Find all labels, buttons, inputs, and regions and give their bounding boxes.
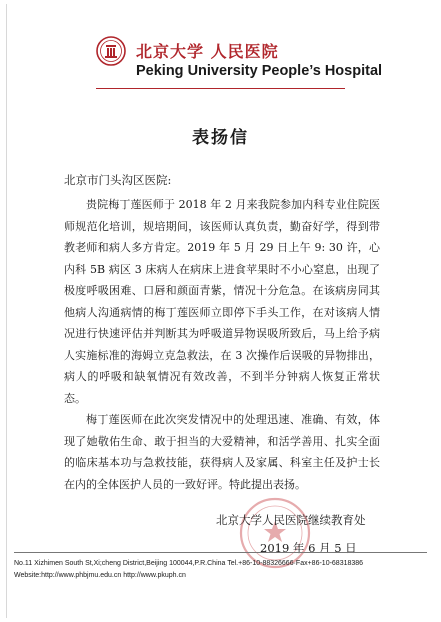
footer [14,558,363,582]
footer-divider [14,552,427,553]
hospital-name-cn: 北京大学 人民医院 [136,42,279,61]
letter-title: 表扬信 [192,128,249,148]
footer-address: No.11 Xizhimen South St,Xi;cheng District,Beijing 100044,P.R.China Tel.+86-10-88326666·Fax+86-10-68318386 [14,560,364,567]
hospital-name-en: Peking University People’s Hospital [136,63,383,79]
footer-website: Website:http://www.phbjmu.edu.cn http://www.pkuph.cn [14,572,186,579]
salutation: 北京市门头沟区医院: [64,173,172,187]
letter-body [64,194,380,495]
signature-date: 2019 年 6 月 5 日 [260,541,357,555]
letter-paragraph: 贵院梅丁莲医师于 2018 年 2 月来我院参加内科专业住院医师规范化培训，规培期间，该医师认真负责，勤奋好学，得到带教老师和病人多方肯定。2019 年 5 月 29 日上午 9: 30 许，心内科 5B 病区 3 床病人在病床上进食苹果时不小心窒息，出现了极度呼吸困难、口唇和颜面青紫，情况十分危急。在该病房同其他病人沟通病情的梅丁莲医师立即停下手头工作，在对该病人情况进行快速评估并判断其为呼吸道异物误吸所致后，马上给予病人实施标准的海姆立克急救法，在 3 次操作后误吸的异物排出，病人的呼吸和缺氧情况有效改善，不到半分钟病人恢复正常状态。 [64,198,380,405]
hospital-emblem-icon [96,36,126,66]
signature-organization: 北京大学人民医院继续教育处 [216,513,366,527]
letter-paragraph: 梅丁莲医师在此次突发情况中的处理迅速、准确、有效，体现了她敬佑生命、敢于担当的大爱精神，和活学善用、扎实全面的临床基本功与急救技能，获得病人及家属、科室主任及护士长在内的全体医护人员的一致好评。特此提出表扬。 [64,413,380,491]
header-divider [96,88,345,89]
